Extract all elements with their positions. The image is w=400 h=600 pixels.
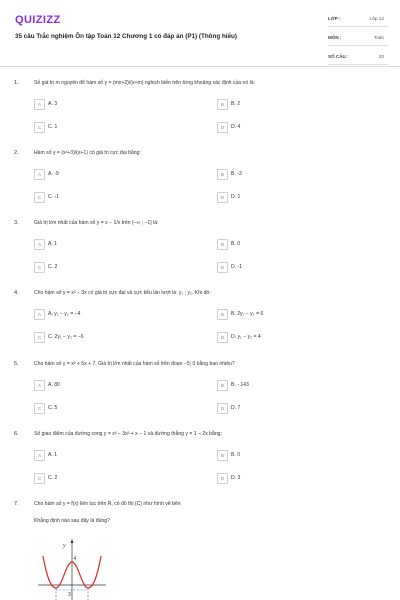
option-text: A. 80 bbox=[48, 382, 60, 388]
question-number: 3. bbox=[14, 220, 19, 226]
option-letter: B bbox=[217, 309, 228, 320]
info-value: Toán bbox=[374, 35, 384, 40]
option-text: D. y₁ − y₂ = 4 bbox=[231, 334, 261, 340]
option-letter: B bbox=[217, 450, 228, 461]
option-letter: D bbox=[217, 332, 228, 343]
option-text: D. -1 bbox=[231, 264, 243, 270]
option-text: A. 3 bbox=[48, 101, 58, 107]
option-text: D. 7 bbox=[231, 405, 241, 411]
option-letter: D bbox=[217, 192, 228, 203]
question-number: 1. bbox=[14, 80, 19, 86]
info-row-subject bbox=[328, 33, 388, 46]
option-text: C. 5 bbox=[48, 405, 58, 411]
info-label: MÔN : bbox=[328, 35, 342, 40]
worksheet-title: 35 câu Trắc nghiệm Ôn tập Toán 12 Chương 1 có đáp án (P1) (Thông hiểu) bbox=[15, 33, 237, 40]
worksheet-info bbox=[328, 14, 388, 71]
question-text: Hàm số y = (x²+3)/(x+1) có giá trị cực đại bằng: bbox=[34, 150, 141, 156]
option-letter: B bbox=[217, 380, 228, 391]
option-letter: D bbox=[217, 473, 228, 484]
option-text: D. 3 bbox=[231, 475, 241, 481]
option-text: C. 2 bbox=[48, 475, 58, 481]
option-letter: C bbox=[34, 192, 45, 203]
option-letter: A bbox=[34, 380, 45, 391]
option-text: B. -3 bbox=[231, 171, 242, 177]
option-text: A. y₁ − y₂ = −4 bbox=[48, 311, 81, 317]
option-letter: A bbox=[34, 450, 45, 461]
question-number: 2. bbox=[14, 150, 19, 156]
option-letter: D bbox=[217, 122, 228, 133]
option-letter: D bbox=[217, 403, 228, 414]
y-axis-arrow bbox=[71, 539, 74, 543]
option-text: B. - 143 bbox=[231, 382, 249, 388]
option-text: C. 2 bbox=[48, 264, 58, 270]
max-value-label: 4 bbox=[73, 556, 77, 562]
quizizz-logo: QUIZIZZ bbox=[15, 14, 61, 26]
question-text: Số giao điểm của đường cong y = x³ − 3x² + x − 1 và đường thẳng y = 1 − 2x bằng: bbox=[34, 431, 222, 437]
question-number: 7. bbox=[14, 501, 19, 507]
option-text: A. -9 bbox=[48, 171, 59, 177]
option-letter: A bbox=[34, 239, 45, 250]
option-letter: C bbox=[34, 332, 45, 343]
option-letter: A bbox=[34, 169, 45, 180]
option-text: C. 2y₁ − y₂ = −6 bbox=[48, 334, 84, 340]
option-letter: C bbox=[34, 473, 45, 484]
function-graph bbox=[34, 538, 108, 600]
option-letter: A bbox=[34, 309, 45, 320]
info-row-count bbox=[328, 52, 388, 65]
option-text: B. 2 bbox=[231, 101, 241, 107]
option-text: A. 1 bbox=[48, 452, 58, 458]
option-text: C. -1 bbox=[48, 194, 60, 200]
option-letter: D bbox=[217, 262, 228, 273]
option-letter: B bbox=[217, 99, 228, 110]
option-text: C. 1 bbox=[48, 124, 58, 130]
question-number: 4. bbox=[14, 290, 19, 296]
info-row-class bbox=[328, 14, 388, 27]
question-text: Giá trị lớn nhất của hàm số y = x − 1/x trên (−∞ ; −1] là: bbox=[34, 220, 159, 226]
option-text: B. 0 bbox=[231, 452, 241, 458]
info-value: 20 bbox=[378, 54, 384, 59]
option-letter: B bbox=[217, 169, 228, 180]
option-text: D. 4 bbox=[231, 124, 241, 130]
worksheet-header bbox=[0, 0, 400, 67]
info-label: LỚP : bbox=[328, 16, 341, 21]
question-text: Cho hàm số y = f(x) liên tục trên R, có đồ thị (C) như hình vẽ bên bbox=[34, 501, 181, 507]
info-value: Lớp 12 bbox=[369, 16, 384, 21]
option-letter: B bbox=[217, 239, 228, 250]
option-letter: A bbox=[34, 99, 45, 110]
question-subtext: Khẳng định nào sau đây là đúng? bbox=[34, 518, 110, 524]
question-text: Cho hàm số y = x³ − 3x có giá trị cực đại và cực tiểu lần lượt là: y₁ ; y₂. Khi đó: bbox=[34, 290, 211, 296]
option-text: A. 1 bbox=[48, 241, 58, 247]
info-label: SỐ CÂU : bbox=[328, 54, 349, 59]
question-number: 6. bbox=[14, 431, 19, 437]
option-letter: C bbox=[34, 262, 45, 273]
option-letter: C bbox=[34, 122, 45, 133]
option-text: B. 2y₁ − y₂ = 6 bbox=[231, 311, 264, 317]
min-value-label: 3 bbox=[68, 592, 71, 598]
question-text: Cho hàm số y = x³ + 5x + 7. Giá trị lớn nhất của hàm số trên đoạn −5; 0 bằng bao nhiêu? bbox=[34, 361, 235, 367]
question-number: 5. bbox=[14, 361, 19, 367]
question-text: Số giá trị m nguyên để hàm số y = (mx+2)/(x+m) nghịch biến trên từng khoảng xác định của nó là: bbox=[34, 80, 256, 86]
option-text: B. 0 bbox=[231, 241, 241, 247]
y-axis-label: y bbox=[63, 543, 66, 549]
option-text: D. 1 bbox=[231, 194, 241, 200]
option-letter: C bbox=[34, 403, 45, 414]
